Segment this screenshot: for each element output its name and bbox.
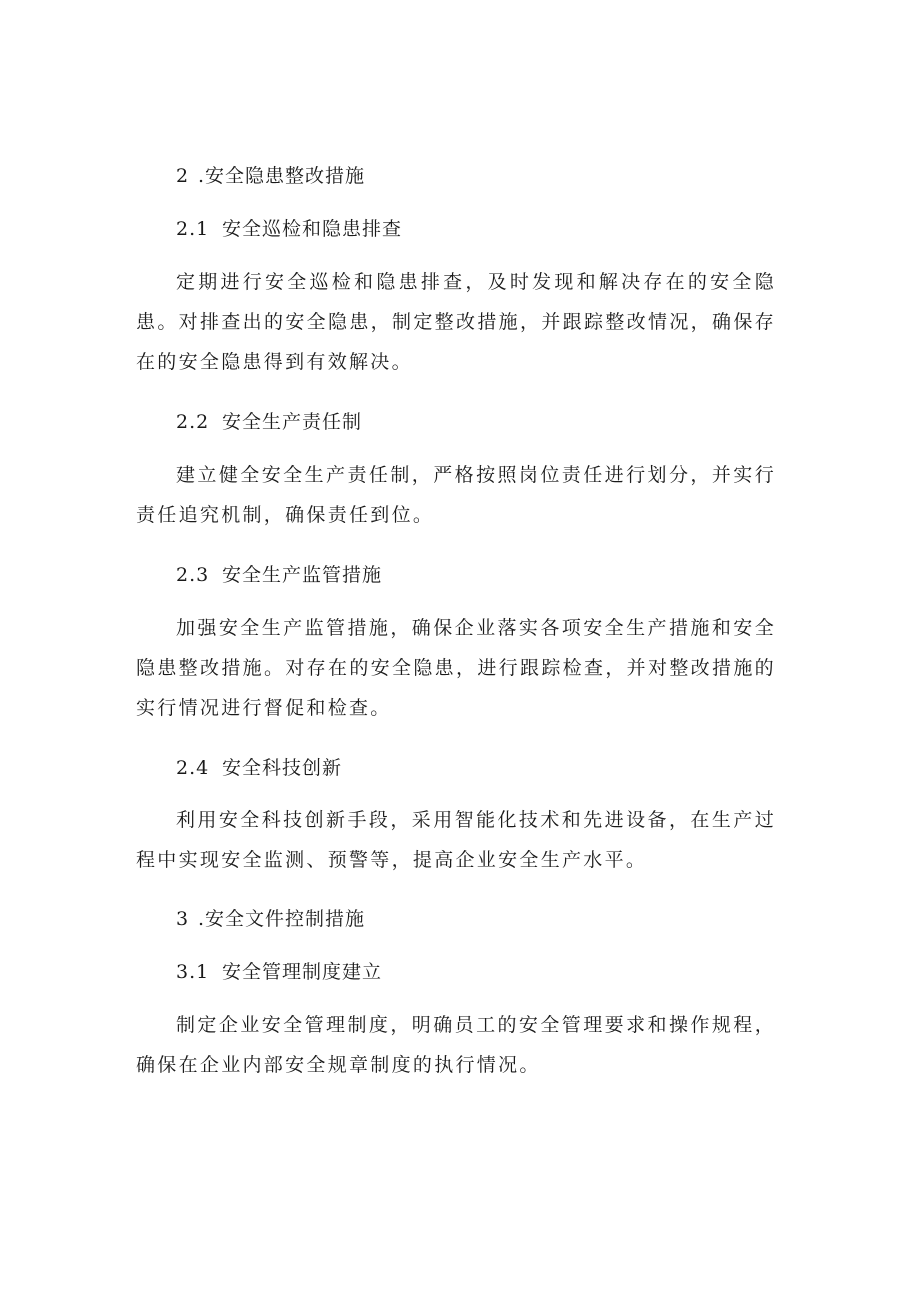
paragraph-2-4: 利用安全科技创新手段，采用智能化技术和先进设备，在生产过程中实现安全监测、预警等，提高企业安全生产水平。 xyxy=(136,809,776,871)
section-number: 3.1 xyxy=(176,961,210,983)
section-title: 安全生产责任制 xyxy=(222,411,363,433)
section-number: 2.2 xyxy=(176,411,210,433)
section-number: 2.4 xyxy=(176,757,210,779)
section-heading-2 xyxy=(176,164,365,188)
section-heading-3 xyxy=(176,907,365,931)
section-heading-2-4 xyxy=(176,756,342,780)
section-title: .安全隐患整改措施 xyxy=(198,165,366,187)
section-heading-2-2 xyxy=(176,410,362,434)
section-title: 安全巡检和隐患排查 xyxy=(222,218,403,240)
section-number: 2 xyxy=(176,165,190,187)
section-heading-3-1 xyxy=(176,960,382,984)
paragraph-3-1: 制定企业安全管理制度，明确员工的安全管理要求和操作规程，确保在企业内部安全规章制度的执行情况。 xyxy=(136,1014,776,1076)
section-title: 安全管理制度建立 xyxy=(222,961,383,983)
section-number: 2.1 xyxy=(176,218,210,240)
section-heading-2-1 xyxy=(176,217,402,241)
section-number: 2.3 xyxy=(176,564,210,586)
section-number: 3 xyxy=(176,908,190,930)
section-title: 安全科技创新 xyxy=(222,757,343,779)
paragraph-2-1: 定期进行安全巡检和隐患排查，及时发现和解决存在的安全隐患。对排查出的安全隐患，制定整改措施，并跟踪整改情况，确保存在的安全隐患得到有效解决。 xyxy=(136,271,776,373)
section-title: 安全生产监管措施 xyxy=(222,564,383,586)
paragraph-2-2: 建立健全安全生产责任制，严格按照岗位责任进行划分，并实行责任追究机制，确保责任到位。 xyxy=(136,464,776,526)
section-title: .安全文件控制措施 xyxy=(198,908,366,930)
paragraph-2-3: 加强安全生产监管措施，确保企业落实各项安全生产措施和安全隐患整改措施。对存在的安全隐患，进行跟踪检查，并对整改措施的实行情况进行督促和检查。 xyxy=(136,617,776,719)
section-heading-2-3 xyxy=(176,563,382,587)
